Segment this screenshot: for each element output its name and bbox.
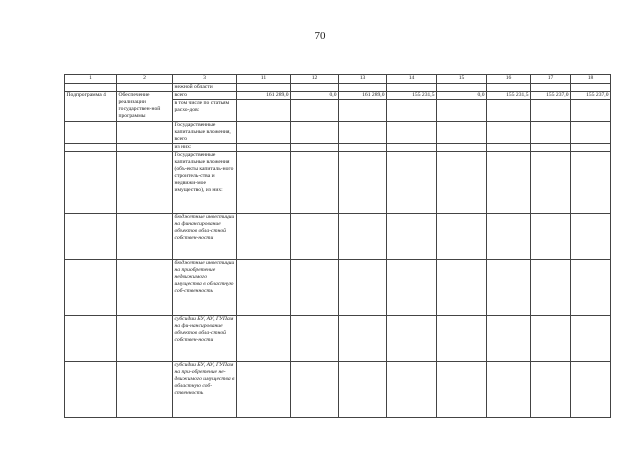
empty-cell: [487, 100, 531, 122]
empty-cell: [291, 214, 339, 260]
empty-cell: [437, 122, 487, 144]
empty-cell: [531, 84, 571, 92]
value-cell: 155 231,5: [387, 92, 437, 100]
empty-cell: [531, 144, 571, 152]
empty-cell: [387, 122, 437, 144]
empty-cell: [437, 214, 487, 260]
empty-cell: [291, 84, 339, 92]
row-label: в том числе по статьям расхо-дов:: [173, 100, 237, 122]
empty-cell: [117, 260, 173, 316]
row-label: из них:: [173, 144, 237, 152]
empty-cell: [437, 362, 487, 418]
row-label: всего: [173, 92, 237, 100]
empty-cell: [339, 362, 387, 418]
header-cell: 16: [487, 75, 531, 84]
table-row: [65, 316, 611, 362]
empty-cell: [291, 144, 339, 152]
empty-cell: [437, 84, 487, 92]
subprogram-name-cell: Обеспечение реализации государствен-ной программы: [117, 92, 173, 122]
empty-cell: [339, 260, 387, 316]
value-cell: 155 237,0: [571, 92, 611, 100]
empty-cell: [387, 260, 437, 316]
empty-cell: [531, 122, 571, 144]
table-row: [65, 92, 611, 100]
header-cell: 11: [237, 75, 291, 84]
row-label: Государственные капитальные вложения, всего: [173, 122, 237, 144]
empty-cell: [387, 152, 437, 214]
empty-cell: [237, 84, 291, 92]
row-label: бюджетные инвестиции на финансирование объектов обла-стной собствен-ности: [173, 214, 237, 260]
empty-cell: [387, 362, 437, 418]
header-cell: 12: [291, 75, 339, 84]
empty-cell: [387, 84, 437, 92]
budget-table: [64, 74, 611, 418]
empty-cell: [531, 362, 571, 418]
empty-cell: [487, 152, 531, 214]
header-cell: 3: [173, 75, 237, 84]
empty-cell: [237, 260, 291, 316]
empty-cell: [387, 144, 437, 152]
empty-cell: [339, 122, 387, 144]
row-label: субсидии БУ, АУ, ГУПам на фи-нансирование объектов обла-стной собствен-ности: [173, 316, 237, 362]
value-cell: 155 237,0: [531, 92, 571, 100]
empty-cell: [487, 362, 531, 418]
header-cell: 18: [571, 75, 611, 84]
value-cell: 161 289,0: [339, 92, 387, 100]
empty-cell: [487, 84, 531, 92]
table-row: [65, 144, 611, 152]
empty-cell: [571, 152, 611, 214]
empty-cell: [237, 316, 291, 362]
empty-cell: [291, 122, 339, 144]
empty-cell: [237, 122, 291, 144]
empty-cell: [387, 100, 437, 122]
empty-cell: [65, 316, 117, 362]
empty-cell: [237, 144, 291, 152]
empty-cell: [65, 84, 117, 92]
empty-cell: [339, 144, 387, 152]
value-cell: 0,0: [437, 92, 487, 100]
empty-cell: [291, 100, 339, 122]
empty-cell: [437, 100, 487, 122]
empty-cell: [237, 152, 291, 214]
empty-cell: [339, 214, 387, 260]
empty-cell: [339, 100, 387, 122]
value-cell: 0,0: [291, 92, 339, 100]
header-cell: 15: [437, 75, 487, 84]
empty-cell: [487, 260, 531, 316]
empty-cell: [65, 122, 117, 144]
empty-cell: [487, 144, 531, 152]
empty-cell: [117, 362, 173, 418]
empty-cell: [291, 260, 339, 316]
subprogram-cell: Подпрограмма 4: [65, 92, 117, 122]
table-row: [65, 152, 611, 214]
empty-cell: [339, 316, 387, 362]
empty-cell: [437, 144, 487, 152]
page-number: 70: [314, 30, 326, 42]
empty-cell: [117, 152, 173, 214]
header-row: [65, 75, 611, 84]
empty-cell: [387, 214, 437, 260]
table-row: [65, 122, 611, 144]
header-cell: 17: [531, 75, 571, 84]
value-cell: 155 231,5: [487, 92, 531, 100]
table-row: [65, 362, 611, 418]
empty-cell: [237, 362, 291, 418]
empty-cell: [571, 362, 611, 418]
empty-cell: [237, 100, 291, 122]
empty-cell: [437, 316, 487, 362]
empty-cell: [487, 122, 531, 144]
table-row: [65, 260, 611, 316]
empty-cell: [291, 152, 339, 214]
empty-cell: [65, 214, 117, 260]
empty-cell: [571, 84, 611, 92]
empty-cell: [117, 144, 173, 152]
empty-cell: [117, 84, 173, 92]
empty-cell: [531, 316, 571, 362]
empty-cell: [531, 214, 571, 260]
empty-cell: [65, 362, 117, 418]
header-cell: 2: [117, 75, 173, 84]
empty-cell: [487, 316, 531, 362]
empty-cell: [117, 316, 173, 362]
empty-cell: [339, 152, 387, 214]
empty-cell: [291, 362, 339, 418]
header-cell: 1: [65, 75, 117, 84]
empty-cell: [65, 152, 117, 214]
empty-cell: [571, 122, 611, 144]
empty-cell: [117, 122, 173, 144]
empty-cell: [571, 100, 611, 122]
value-cell: 161 289,0: [237, 92, 291, 100]
empty-cell: [387, 316, 437, 362]
empty-cell: [531, 260, 571, 316]
row-label: бюджетные инвестиции на приобретение недвижимого имущества в областную соб-ственность: [173, 260, 237, 316]
empty-cell: [487, 214, 531, 260]
empty-cell: [65, 260, 117, 316]
empty-cell: [65, 144, 117, 152]
empty-cell: [339, 84, 387, 92]
empty-cell: [571, 260, 611, 316]
cont-label: нежной области: [173, 84, 237, 92]
empty-cell: [437, 260, 487, 316]
empty-cell: [571, 316, 611, 362]
header-cell: 13: [339, 75, 387, 84]
continuation-row: [65, 84, 611, 92]
empty-cell: [571, 214, 611, 260]
empty-cell: [437, 152, 487, 214]
table-row: [65, 214, 611, 260]
row-label: Государственные капитальные вложения (объ-екты капиталь-ного строитель-ства и недвижи-мое имущество), из них:: [173, 152, 237, 214]
empty-cell: [531, 152, 571, 214]
empty-cell: [291, 316, 339, 362]
empty-cell: [237, 214, 291, 260]
empty-cell: [117, 214, 173, 260]
row-label: субсидии БУ, АУ, ГУПам на при-обретение не-движимого имущества в областную соб-ственность: [173, 362, 237, 418]
header-cell: 14: [387, 75, 437, 84]
empty-cell: [571, 144, 611, 152]
empty-cell: [531, 100, 571, 122]
